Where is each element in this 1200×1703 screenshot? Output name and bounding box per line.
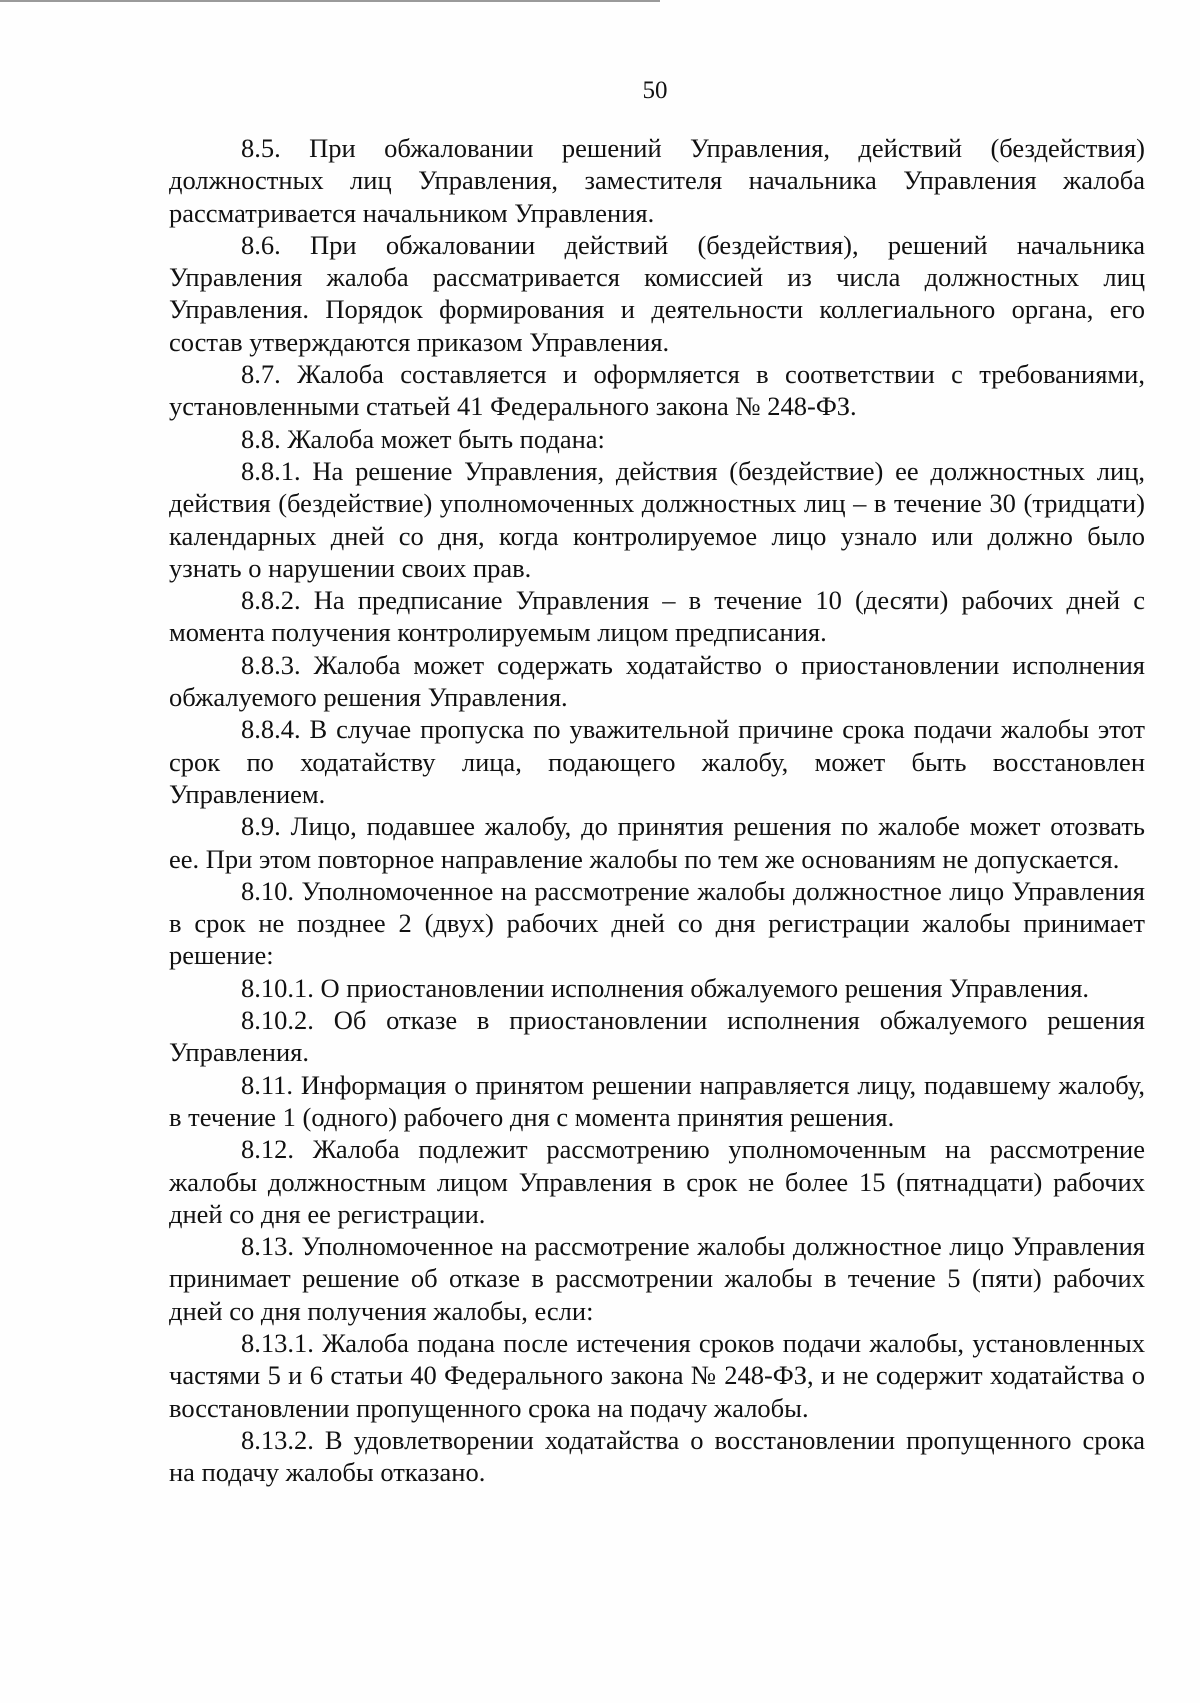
paragraph-8-8-3: 8.8.3. Жалоба может содержать ходатайство о приостановлении исполнения обжалуемого решения Управления. — [169, 649, 1145, 713]
document-body — [169, 132, 1145, 1488]
paragraph-8-13-2: 8.13.2. В удовлетворении ходатайства о восстановлении пропущенного срока на подачу жалобы отказано. — [169, 1424, 1145, 1488]
paragraph-8-13: 8.13. Уполномоченное на рассмотрение жалобы должностное лицо Управления принимает решение об отказе в рассмотрении жалобы в течение 5 (пяти) рабочих дней со дня получения жалобы, если: — [169, 1231, 1145, 1326]
paragraph-8-6: 8.6. При обжаловании действий (бездействия), решений начальника Управления жалоба рассматривается комиссией из числа должностных лиц Управления. Порядок формирования и деятельности коллегиального органа, его состав утверждаются приказом Управления. — [169, 229, 1145, 357]
paragraph-8-10-2: 8.10.2. Об отказе в приостановлении исполнения обжалуемого решения Управления. — [169, 1005, 1145, 1068]
paragraph-8-8: 8.8. Жалоба может быть подана: — [241, 423, 605, 454]
paragraph-8-10-1: 8.10.1. О приостановлении исполнения обжалуемого решения Управления. — [241, 972, 1090, 1003]
paragraph-8-12: 8.12. Жалоба подлежит рассмотрению уполномоченным на рассмотрение жалобы должностным лицом Управления в срок не более 15 (пятнадцати) рабочих дней со дня ее регистрации. — [169, 1134, 1145, 1229]
paragraph-8-9: 8.9. Лицо, подавшее жалобу, до принятия решения по жалобе может отозвать ее. При этом повторное направление жалобы по тем же основаниям не допускается. — [169, 811, 1145, 874]
paragraph-8-13-1: 8.13.1. Жалоба подана после истечения сроков подачи жалобы, установленных частями 5 и 6 статьи 40 Федерального закона № 248-ФЗ, и не содержит ходатайства о восстановлении пропущенного срока на подачу жалобы. — [169, 1327, 1145, 1423]
paragraph-8-10: 8.10. Уполномоченное на рассмотрение жалобы должностное лицо Управления в срок не позднее 2 (двух) рабочих дней со дня регистрации жалобы принимает решение: — [169, 875, 1145, 971]
paragraph-8-7: 8.7. Жалоба составляется и оформляется в соответствии с требованиями, установленными статьей 41 Федерального закона № 248-ФЗ. — [169, 359, 1145, 422]
paragraph-8-8-1: 8.8.1. На решение Управления, действия (бездействие) ее должностных лиц, действия (бездействие) уполномоченных должностных лиц – в течение 30 (тридцати) календарных дней со дня, когда контролируемое лицо узнало или должно было узнать о нарушении своих прав. — [169, 455, 1145, 583]
paragraph-8-11: 8.11. Информация о принятом решении направляется лицу, подавшему жалобу, в течение 1 (одного) рабочего дня с момента принятия решения. — [169, 1069, 1145, 1132]
paragraph-8-5: 8.5. При обжаловании решений Управления, действий (бездействия) должностных лиц Управления, заместителя начальника Управления жалоба рассматривается начальником Управления. — [169, 133, 1145, 228]
page-number: 50 — [642, 77, 668, 104]
paragraph-8-8-2: 8.8.2. На предписание Управления – в течение 10 (десяти) рабочих дней с момента получения контролируемым лицом предписания. — [169, 585, 1145, 648]
paragraph-8-8-4: 8.8.4. В случае пропуска по уважительной причине срока подачи жалобы этот срок по ходатайству лица, подающего жалобу, может быть восстановлен Управлением. — [169, 714, 1145, 809]
top-edge-rule — [0, 0, 660, 2]
